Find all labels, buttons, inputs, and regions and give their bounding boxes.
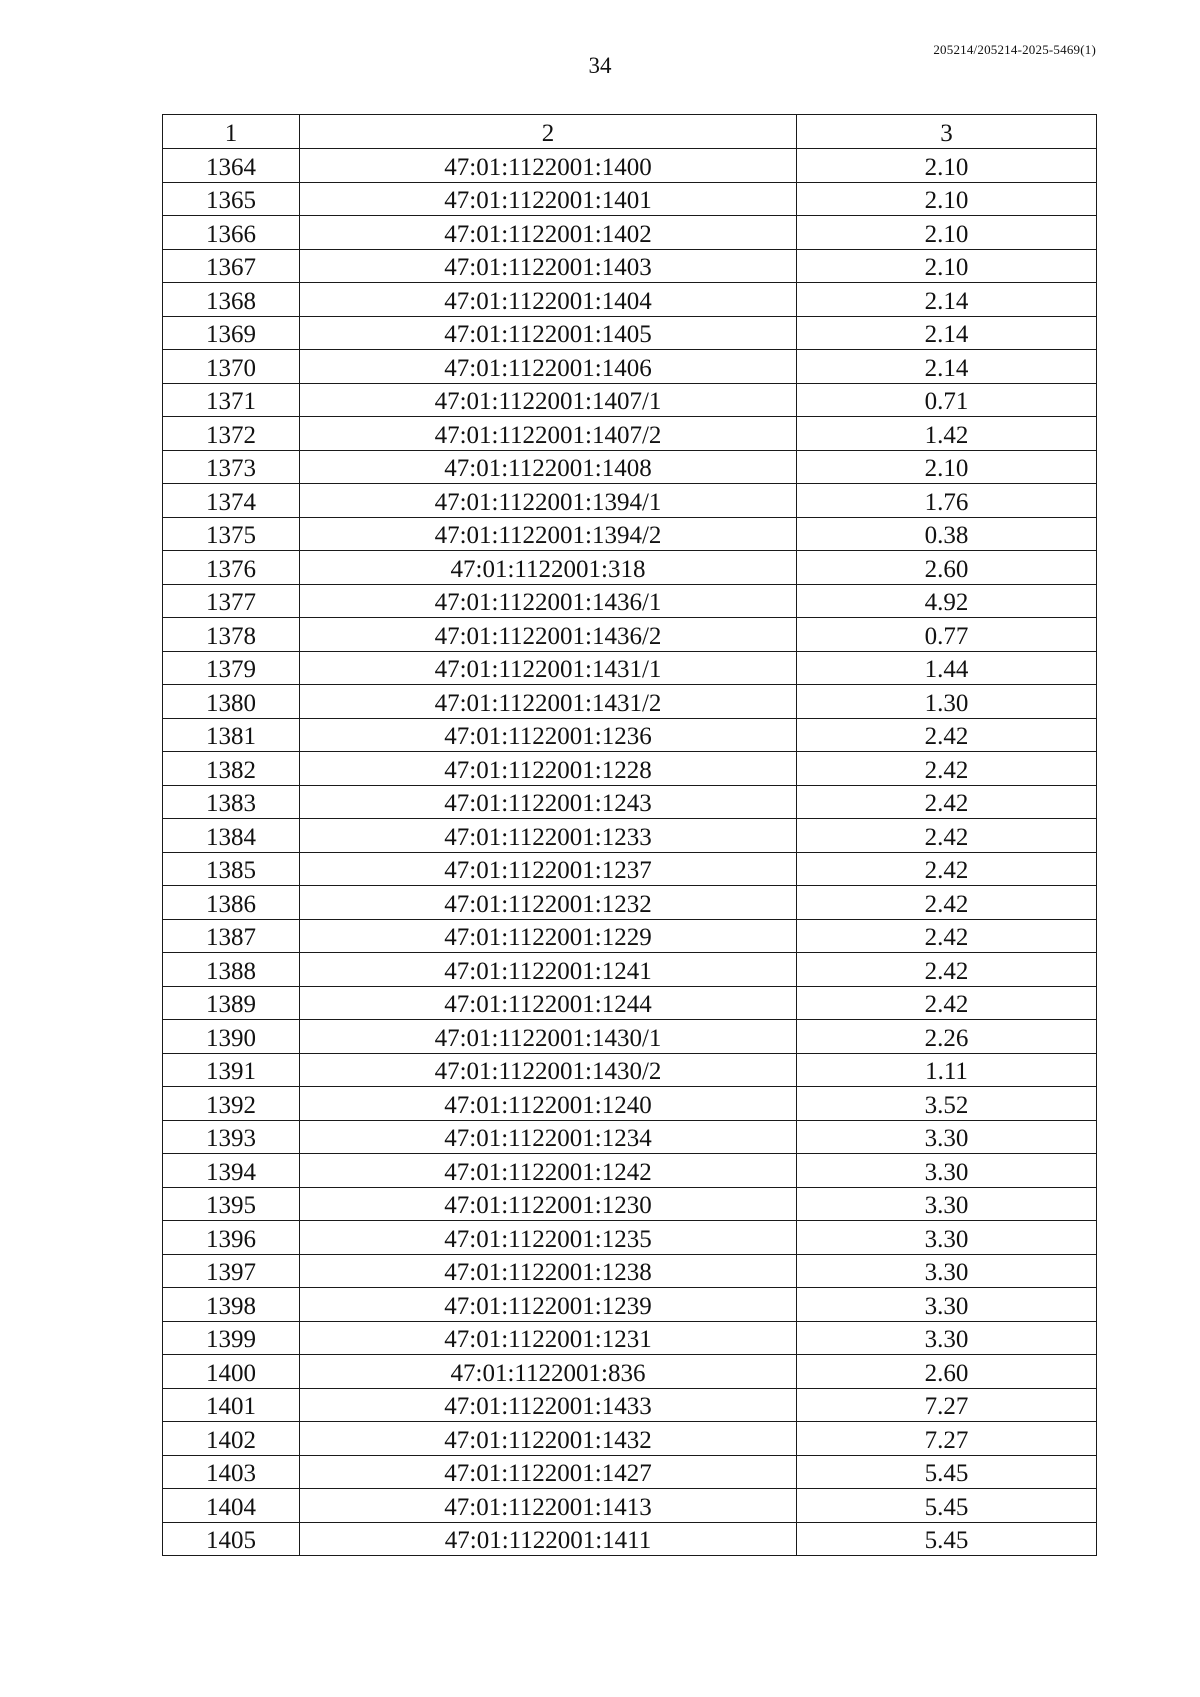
- cadastral-number-cell: 47:01:1122001:1240: [300, 1087, 797, 1121]
- row-number-cell: 1390: [163, 1020, 300, 1054]
- table-row: [163, 450, 1097, 484]
- value-cell: 0.71: [797, 383, 1097, 417]
- cadastral-number-cell: 47:01:1122001:1431/2: [300, 685, 797, 719]
- table-row: [163, 216, 1097, 250]
- row-number-cell: 1395: [163, 1187, 300, 1221]
- table-row: [163, 1355, 1097, 1389]
- row-number-cell: 1385: [163, 852, 300, 886]
- table-row: [163, 1288, 1097, 1322]
- row-number-cell: 1373: [163, 450, 300, 484]
- table-row: [163, 149, 1097, 183]
- table-row: [163, 383, 1097, 417]
- table-row: [163, 685, 1097, 719]
- value-cell: 1.44: [797, 651, 1097, 685]
- value-cell: 3.30: [797, 1288, 1097, 1322]
- table-row: [163, 316, 1097, 350]
- value-cell: 2.42: [797, 886, 1097, 920]
- row-number-cell: 1376: [163, 551, 300, 585]
- value-cell: 5.45: [797, 1489, 1097, 1523]
- cadastral-number-cell: 47:01:1122001:1241: [300, 953, 797, 987]
- value-cell: 2.10: [797, 182, 1097, 216]
- value-cell: 3.30: [797, 1187, 1097, 1221]
- value-cell: 7.27: [797, 1388, 1097, 1422]
- table-body: [163, 149, 1097, 1556]
- value-cell: 5.45: [797, 1522, 1097, 1556]
- row-number-cell: 1380: [163, 685, 300, 719]
- value-cell: 4.92: [797, 584, 1097, 618]
- table-row: [163, 651, 1097, 685]
- value-cell: 3.30: [797, 1321, 1097, 1355]
- row-number-cell: 1372: [163, 417, 300, 451]
- table-row: [163, 1388, 1097, 1422]
- table-row: [163, 182, 1097, 216]
- cadastral-number-cell: 47:01:1122001:1436/2: [300, 618, 797, 652]
- value-cell: 2.10: [797, 249, 1097, 283]
- value-cell: 2.14: [797, 350, 1097, 384]
- cadastral-number-cell: 47:01:1122001:1229: [300, 919, 797, 953]
- cadastral-number-cell: 47:01:1122001:1237: [300, 852, 797, 886]
- value-cell: 0.38: [797, 517, 1097, 551]
- row-number-cell: 1371: [163, 383, 300, 417]
- column-header: 1: [163, 115, 300, 149]
- row-number-cell: 1389: [163, 986, 300, 1020]
- value-cell: 2.42: [797, 785, 1097, 819]
- cadastral-number-cell: 47:01:1122001:1408: [300, 450, 797, 484]
- table-row: [163, 1120, 1097, 1154]
- table-row: [163, 1455, 1097, 1489]
- cadastral-number-cell: 47:01:1122001:1404: [300, 283, 797, 317]
- row-number-cell: 1400: [163, 1355, 300, 1389]
- value-cell: 2.26: [797, 1020, 1097, 1054]
- table-row: [163, 1221, 1097, 1255]
- row-number-cell: 1399: [163, 1321, 300, 1355]
- table-row: [163, 417, 1097, 451]
- cadastral-number-cell: 47:01:1122001:1432: [300, 1422, 797, 1456]
- cadastral-number-cell: 47:01:1122001:1228: [300, 752, 797, 786]
- cadastral-number-cell: 47:01:1122001:1236: [300, 718, 797, 752]
- value-cell: 2.10: [797, 450, 1097, 484]
- cadastral-number-cell: 47:01:1122001:1233: [300, 819, 797, 853]
- cadastral-number-cell: 47:01:1122001:1238: [300, 1254, 797, 1288]
- value-cell: 2.42: [797, 852, 1097, 886]
- table-row: [163, 1321, 1097, 1355]
- cadastral-number-cell: 47:01:1122001:318: [300, 551, 797, 585]
- row-number-cell: 1365: [163, 182, 300, 216]
- row-number-cell: 1366: [163, 216, 300, 250]
- table-row: [163, 1522, 1097, 1556]
- row-number-cell: 1378: [163, 618, 300, 652]
- table-row: [163, 1053, 1097, 1087]
- cadastral-number-cell: 47:01:1122001:1407/2: [300, 417, 797, 451]
- row-number-cell: 1370: [163, 350, 300, 384]
- value-cell: 2.14: [797, 316, 1097, 350]
- table-row: [163, 283, 1097, 317]
- table-row: [163, 618, 1097, 652]
- cadastral-number-cell: 47:01:1122001:1244: [300, 986, 797, 1020]
- table-row: [163, 1020, 1097, 1054]
- table-row: [163, 584, 1097, 618]
- value-cell: 1.30: [797, 685, 1097, 719]
- data-table: [162, 114, 1097, 1556]
- value-cell: 2.42: [797, 986, 1097, 1020]
- row-number-cell: 1369: [163, 316, 300, 350]
- row-number-cell: 1396: [163, 1221, 300, 1255]
- row-number-cell: 1393: [163, 1120, 300, 1154]
- value-cell: 2.10: [797, 216, 1097, 250]
- cadastral-number-cell: 47:01:1122001:1243: [300, 785, 797, 819]
- table-row: [163, 953, 1097, 987]
- cadastral-number-cell: 47:01:1122001:1406: [300, 350, 797, 384]
- cadastral-number-cell: 47:01:1122001:1430/2: [300, 1053, 797, 1087]
- cadastral-number-cell: 47:01:1122001:1402: [300, 216, 797, 250]
- row-number-cell: 1381: [163, 718, 300, 752]
- cadastral-number-cell: 47:01:1122001:1431/1: [300, 651, 797, 685]
- row-number-cell: 1401: [163, 1388, 300, 1422]
- table-row: [163, 350, 1097, 384]
- row-number-cell: 1386: [163, 886, 300, 920]
- cadastral-number-cell: 47:01:1122001:1239: [300, 1288, 797, 1322]
- row-number-cell: 1397: [163, 1254, 300, 1288]
- cadastral-number-cell: 47:01:1122001:1405: [300, 316, 797, 350]
- row-number-cell: 1404: [163, 1489, 300, 1523]
- table-row: [163, 1187, 1097, 1221]
- cadastral-number-cell: 47:01:1122001:1413: [300, 1489, 797, 1523]
- value-cell: 2.42: [797, 819, 1097, 853]
- document-reference: 205214/205214-2025-5469(1): [933, 42, 1096, 57]
- row-number-cell: 1364: [163, 149, 300, 183]
- cadastral-number-cell: 47:01:1122001:1242: [300, 1154, 797, 1188]
- cadastral-number-cell: 47:01:1122001:1234: [300, 1120, 797, 1154]
- cadastral-number-cell: 47:01:1122001:1394/1: [300, 484, 797, 518]
- value-cell: 3.30: [797, 1254, 1097, 1288]
- table-row: [163, 886, 1097, 920]
- value-cell: 2.60: [797, 551, 1097, 585]
- cadastral-number-cell: 47:01:1122001:1436/1: [300, 584, 797, 618]
- row-number-cell: 1402: [163, 1422, 300, 1456]
- table-row: [163, 1087, 1097, 1121]
- row-number-cell: 1375: [163, 517, 300, 551]
- value-cell: 2.42: [797, 752, 1097, 786]
- page-number: 34: [588, 53, 612, 78]
- table-row: [163, 919, 1097, 953]
- table-row: [163, 484, 1097, 518]
- value-cell: 2.10: [797, 149, 1097, 183]
- value-cell: 1.11: [797, 1053, 1097, 1087]
- value-cell: 1.42: [797, 417, 1097, 451]
- row-number-cell: 1377: [163, 584, 300, 618]
- value-cell: 5.45: [797, 1455, 1097, 1489]
- row-number-cell: 1391: [163, 1053, 300, 1087]
- cadastral-number-cell: 47:01:1122001:1401: [300, 182, 797, 216]
- value-cell: 2.42: [797, 919, 1097, 953]
- column-header: 2: [300, 115, 797, 149]
- table-header-row: [163, 115, 1097, 149]
- table-row: [163, 249, 1097, 283]
- value-cell: 2.42: [797, 953, 1097, 987]
- cadastral-number-cell: 47:01:1122001:1394/2: [300, 517, 797, 551]
- value-cell: 1.76: [797, 484, 1097, 518]
- table-row: [163, 1254, 1097, 1288]
- table-row: [163, 551, 1097, 585]
- table-row: [163, 1489, 1097, 1523]
- row-number-cell: 1368: [163, 283, 300, 317]
- row-number-cell: 1388: [163, 953, 300, 987]
- row-number-cell: 1379: [163, 651, 300, 685]
- value-cell: 2.14: [797, 283, 1097, 317]
- row-number-cell: 1382: [163, 752, 300, 786]
- cadastral-number-cell: 47:01:1122001:1403: [300, 249, 797, 283]
- table-row: [163, 852, 1097, 886]
- row-number-cell: 1403: [163, 1455, 300, 1489]
- cadastral-number-cell: 47:01:1122001:1231: [300, 1321, 797, 1355]
- cadastral-number-cell: 47:01:1122001:1230: [300, 1187, 797, 1221]
- table-row: [163, 718, 1097, 752]
- value-cell: 2.60: [797, 1355, 1097, 1389]
- value-cell: 3.30: [797, 1221, 1097, 1255]
- cadastral-number-cell: 47:01:1122001:1400: [300, 149, 797, 183]
- cadastral-number-cell: 47:01:1122001:1430/1: [300, 1020, 797, 1054]
- value-cell: 0.77: [797, 618, 1097, 652]
- cadastral-number-cell: 47:01:1122001:1427: [300, 1455, 797, 1489]
- value-cell: 2.42: [797, 718, 1097, 752]
- row-number-cell: 1383: [163, 785, 300, 819]
- value-cell: 3.30: [797, 1120, 1097, 1154]
- table-row: [163, 517, 1097, 551]
- cadastral-number-cell: 47:01:1122001:1411: [300, 1522, 797, 1556]
- cadastral-number-cell: 47:01:1122001:1232: [300, 886, 797, 920]
- value-cell: 3.52: [797, 1087, 1097, 1121]
- table-row: [163, 1422, 1097, 1456]
- cadastral-number-cell: 47:01:1122001:836: [300, 1355, 797, 1389]
- cadastral-number-cell: 47:01:1122001:1407/1: [300, 383, 797, 417]
- row-number-cell: 1398: [163, 1288, 300, 1322]
- row-number-cell: 1384: [163, 819, 300, 853]
- row-number-cell: 1394: [163, 1154, 300, 1188]
- row-number-cell: 1367: [163, 249, 300, 283]
- table-row: [163, 785, 1097, 819]
- table-row: [163, 819, 1097, 853]
- value-cell: 3.30: [797, 1154, 1097, 1188]
- value-cell: 7.27: [797, 1422, 1097, 1456]
- column-header: 3: [797, 115, 1097, 149]
- row-number-cell: 1387: [163, 919, 300, 953]
- cadastral-number-cell: 47:01:1122001:1433: [300, 1388, 797, 1422]
- row-number-cell: 1374: [163, 484, 300, 518]
- table-row: [163, 752, 1097, 786]
- cadastral-number-cell: 47:01:1122001:1235: [300, 1221, 797, 1255]
- row-number-cell: 1405: [163, 1522, 300, 1556]
- table-row: [163, 1154, 1097, 1188]
- row-number-cell: 1392: [163, 1087, 300, 1121]
- table-row: [163, 986, 1097, 1020]
